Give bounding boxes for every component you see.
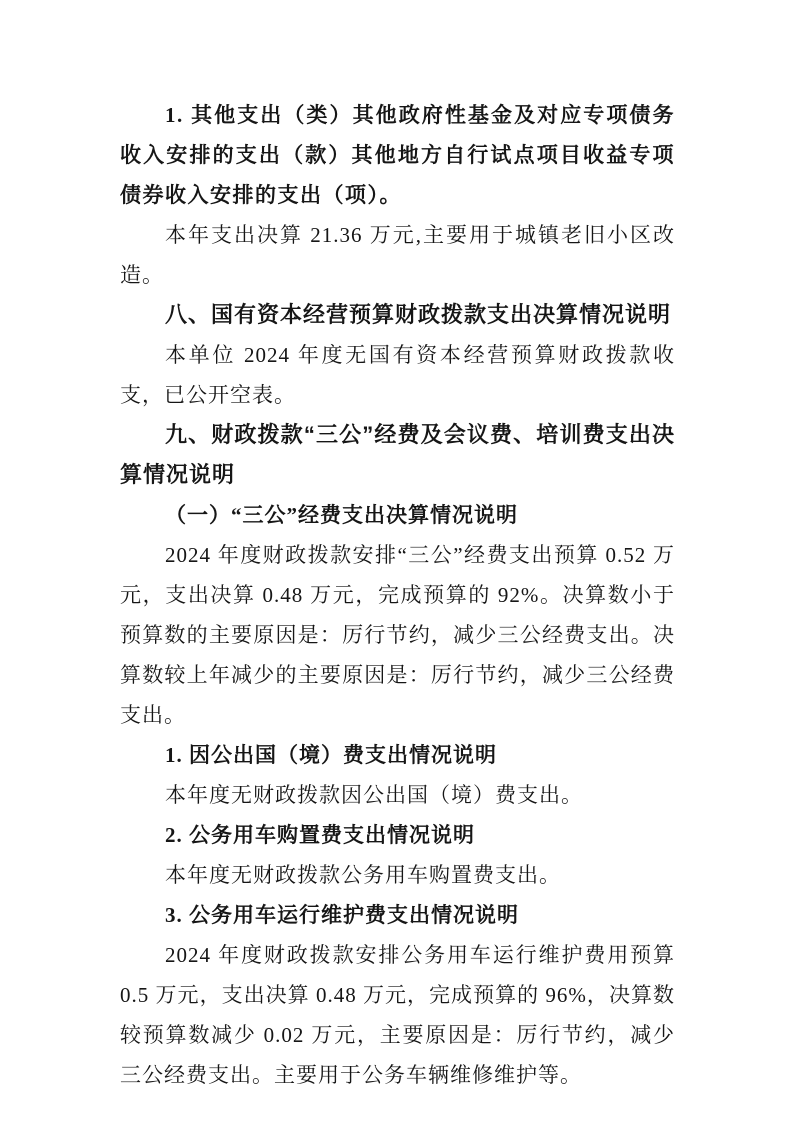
subheading-three-public-funds-overview: （一）“三公”经费支出决算情况说明 (165, 503, 518, 527)
paragraph-no-overseas-trip-expenses: 本年度无财政拨款因公出国（境）费支出。 (165, 783, 583, 807)
paragraph-current-year-expenditure: 本年支出决算 21.36 万元,主要用于城镇老旧小区改造。 (120, 223, 675, 287)
heading-section-9-three-public-funds: 九、财政拨款“三公”经费及会议费、培训费支出决算情况说明 (120, 422, 675, 487)
paragraph-no-state-capital-budget: 本单位 2024 年度无国有资本经营预算财政拨款收支，已公开空表。 (120, 343, 675, 407)
paragraph-no-vehicle-purchase-expenses: 本年度无财政拨款公务用车购置费支出。 (165, 863, 561, 887)
subheading-vehicle-purchase-expenses: 2. 公务用车购置费支出情况说明 (165, 823, 475, 847)
subheading-vehicle-maintenance-expenses: 3. 公务用车运行维护费支出情况说明 (165, 903, 519, 927)
subheading-overseas-trip-expenses: 1. 因公出国（境）费支出情况说明 (165, 743, 497, 767)
paragraph-three-public-funds-details: 2024 年度财政拨款安排“三公”经费支出预算 0.52 万元，支出决算 0.48 万元，完成预算的 92%。决算数小于预算数的主要原因是：厉行节约，减少三公经费支出。决算数较上年减少的主要原因是：厉行节约，减少三公经费支出。 (120, 543, 675, 727)
heading-section-8-state-capital-budget: 八、国有资本经营预算财政拨款支出决算情况说明 (165, 302, 672, 327)
paragraph-other-expenditure-item: 1. 其他支出（类）其他政府性基金及对应专项债务收入安排的支出（款）其他地方自行试点项目收益专项债券收入安排的支出（项）。 (120, 103, 675, 207)
paragraph-vehicle-maintenance-details: 2024 年度财政拨款安排公务用车运行维护费用预算 0.5 万元，支出决算 0.48 万元，完成预算的 96%，决算数较预算数减少 0.02 万元，主要原因是：厉行节约，减少三公经费支出。主要用于公务车辆维修维护等。 (120, 943, 675, 1087)
